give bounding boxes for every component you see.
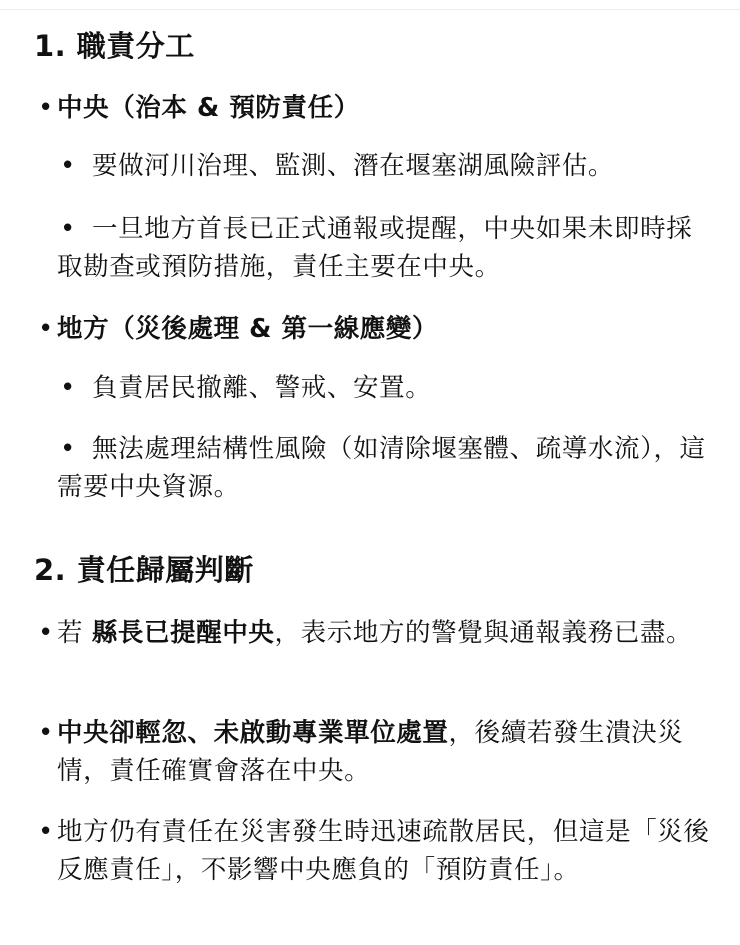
judgement-item-2-text: ，後續若發生潰決災情，責任確實會落在中央。 [57, 718, 684, 786]
judgement-item-1-bold: 縣長已提醒中央 [91, 618, 275, 648]
top-divider [0, 9, 740, 10]
local-sub-item-1 [57, 369, 717, 407]
central-title: 中央（治本 & 預防責任） [57, 93, 360, 123]
local-title: 地方（災後處理 & 第一線應變） [57, 314, 439, 344]
judgement-item-1 [38, 614, 717, 652]
local-sub-item-2-text: 無法處理結構性風險（如清除堰塞體、疏導水流），這需要中央資源。 [57, 434, 706, 502]
local-sub-item-1-text: 負責居民撤離、警戒、安置。 [92, 373, 432, 403]
bullet-dot: • [60, 151, 76, 181]
bullet-dot: • [38, 718, 54, 748]
judgement-item-1-text: ，表示地方的警覺與通報義務已盡。 [274, 618, 693, 648]
central-bullet-item [38, 89, 717, 127]
bullet-dot: • [60, 434, 76, 464]
bullet-dot: • [38, 314, 54, 344]
judgement-item-3 [38, 813, 717, 889]
bullet-dot: • [38, 618, 54, 648]
section-2-heading: 2. 責任歸屬判斷 [34, 553, 254, 587]
judgement-item-1-prefix: 若 [57, 618, 92, 648]
local-bullet-item [38, 310, 717, 348]
bullet-dot: • [60, 214, 76, 244]
central-sub-item-2-text: 一旦地方首長已正式通報或提醒，中央如果未即時採取勘查或預防措施，責任主要在中央。 [57, 214, 693, 282]
bullet-dot: • [60, 373, 76, 403]
judgement-item-2 [38, 714, 717, 790]
bullet-dot: • [38, 817, 54, 847]
central-sub-item-2 [57, 210, 717, 286]
central-sub-item-1 [57, 147, 717, 185]
bullet-dot: • [38, 93, 54, 123]
section-1-heading: 1. 職責分工 [34, 29, 195, 63]
judgement-item-2-bold: 中央卻輕忽、未啟動專業單位處置 [57, 718, 449, 748]
judgement-item-3-text: 地方仍有責任在災害發生時迅速疏散居民，但這是「災後反應責任」，不影響中央應負的「預防責任」。 [57, 817, 710, 885]
local-sub-item-2 [57, 430, 717, 506]
central-sub-item-1-text: 要做河川治理、監測、潛在堰塞湖風險評估。 [92, 151, 615, 181]
